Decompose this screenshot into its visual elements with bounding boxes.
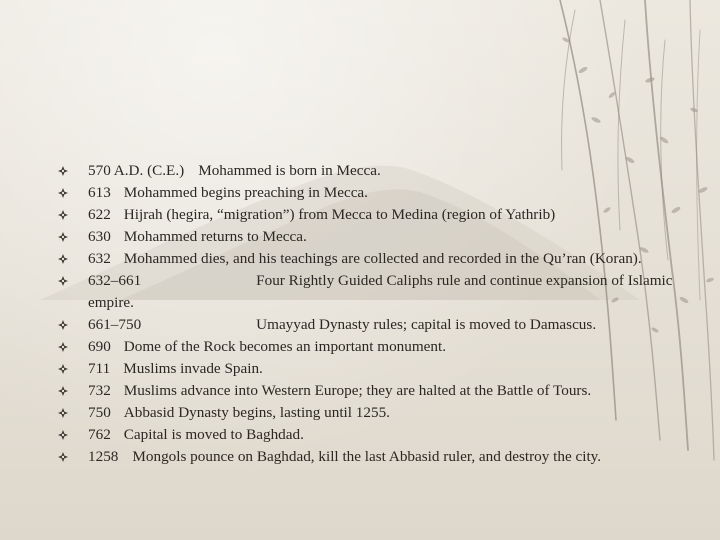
timeline-entry bbox=[56, 358, 696, 380]
timeline-entry bbox=[56, 314, 696, 336]
diamond-flower-bullet-icon bbox=[56, 226, 70, 248]
timeline-entry bbox=[56, 380, 696, 402]
timeline-entry bbox=[56, 248, 696, 270]
entry-date: 630 bbox=[88, 228, 111, 245]
entry-text: Mongols pounce on Baghdad, kill the last Abbasid ruler, and destroy the city. bbox=[132, 448, 602, 465]
entry-date: 570 A.D. (C.E.) bbox=[88, 162, 185, 179]
diamond-flower-bullet-icon bbox=[56, 446, 70, 468]
diamond-flower-bullet-icon bbox=[56, 182, 70, 204]
timeline-entry bbox=[56, 336, 696, 358]
diamond-flower-bullet-icon bbox=[56, 314, 70, 336]
diamond-flower-bullet-icon bbox=[56, 358, 70, 380]
entry-date: 622 bbox=[88, 206, 111, 223]
entry-text: Four Rightly Guided Caliphs rule and continue expansion of Islamic empire. bbox=[88, 272, 673, 311]
diamond-flower-bullet-icon bbox=[56, 204, 70, 226]
entry-text: Umayyad Dynasty rules; capital is moved to Damascus. bbox=[256, 316, 597, 333]
timeline-entry bbox=[56, 204, 696, 226]
timeline-entry bbox=[56, 182, 696, 204]
diamond-flower-bullet-icon bbox=[56, 270, 70, 292]
diamond-flower-bullet-icon bbox=[56, 160, 70, 182]
entry-date: 661–750 bbox=[88, 316, 142, 333]
diamond-flower-bullet-icon bbox=[56, 336, 70, 358]
entry-text: Mohammed begins preaching in Mecca. bbox=[123, 184, 368, 201]
entry-date: 750 bbox=[88, 404, 111, 421]
entry-date: 762 bbox=[88, 426, 111, 443]
entry-text: Mohammed dies, and his teachings are collected and recorded in the Qu’ran (Koran). bbox=[123, 250, 642, 267]
entry-date: 690 bbox=[88, 338, 111, 355]
entry-date: 711 bbox=[88, 360, 111, 377]
entry-text: Mohammed returns to Mecca. bbox=[123, 228, 307, 245]
diamond-flower-bullet-icon bbox=[56, 424, 70, 446]
diamond-flower-bullet-icon bbox=[56, 402, 70, 424]
timeline-list bbox=[56, 160, 696, 468]
timeline-entry bbox=[56, 424, 696, 446]
entry-date: 613 bbox=[88, 184, 111, 201]
entry-text: Dome of the Rock becomes an important monument. bbox=[123, 338, 447, 355]
timeline-entry bbox=[56, 270, 696, 314]
diamond-flower-bullet-icon bbox=[56, 248, 70, 270]
timeline-entry bbox=[56, 160, 696, 182]
timeline-entry bbox=[56, 226, 696, 248]
diamond-flower-bullet-icon bbox=[56, 380, 70, 402]
timeline-entry bbox=[56, 446, 696, 468]
entry-date: 632–661 bbox=[88, 272, 142, 289]
entry-date: 1258 bbox=[88, 448, 119, 465]
entry-text: Muslims invade Spain. bbox=[123, 360, 263, 377]
entry-text: Capital is moved to Baghdad. bbox=[123, 426, 304, 443]
entry-text: Muslims advance into Western Europe; they are halted at the Battle of Tours. bbox=[123, 382, 592, 399]
entry-text: Abbasid Dynasty begins, lasting until 1255. bbox=[123, 404, 390, 421]
entry-text: Mohammed is born in Mecca. bbox=[198, 162, 381, 179]
timeline-entry bbox=[56, 402, 696, 424]
entry-text: Hijrah (hegira, “migration”) from Mecca to Medina (region of Yathrib) bbox=[123, 206, 556, 223]
entry-date: 732 bbox=[88, 382, 111, 399]
entry-date: 632 bbox=[88, 250, 111, 267]
